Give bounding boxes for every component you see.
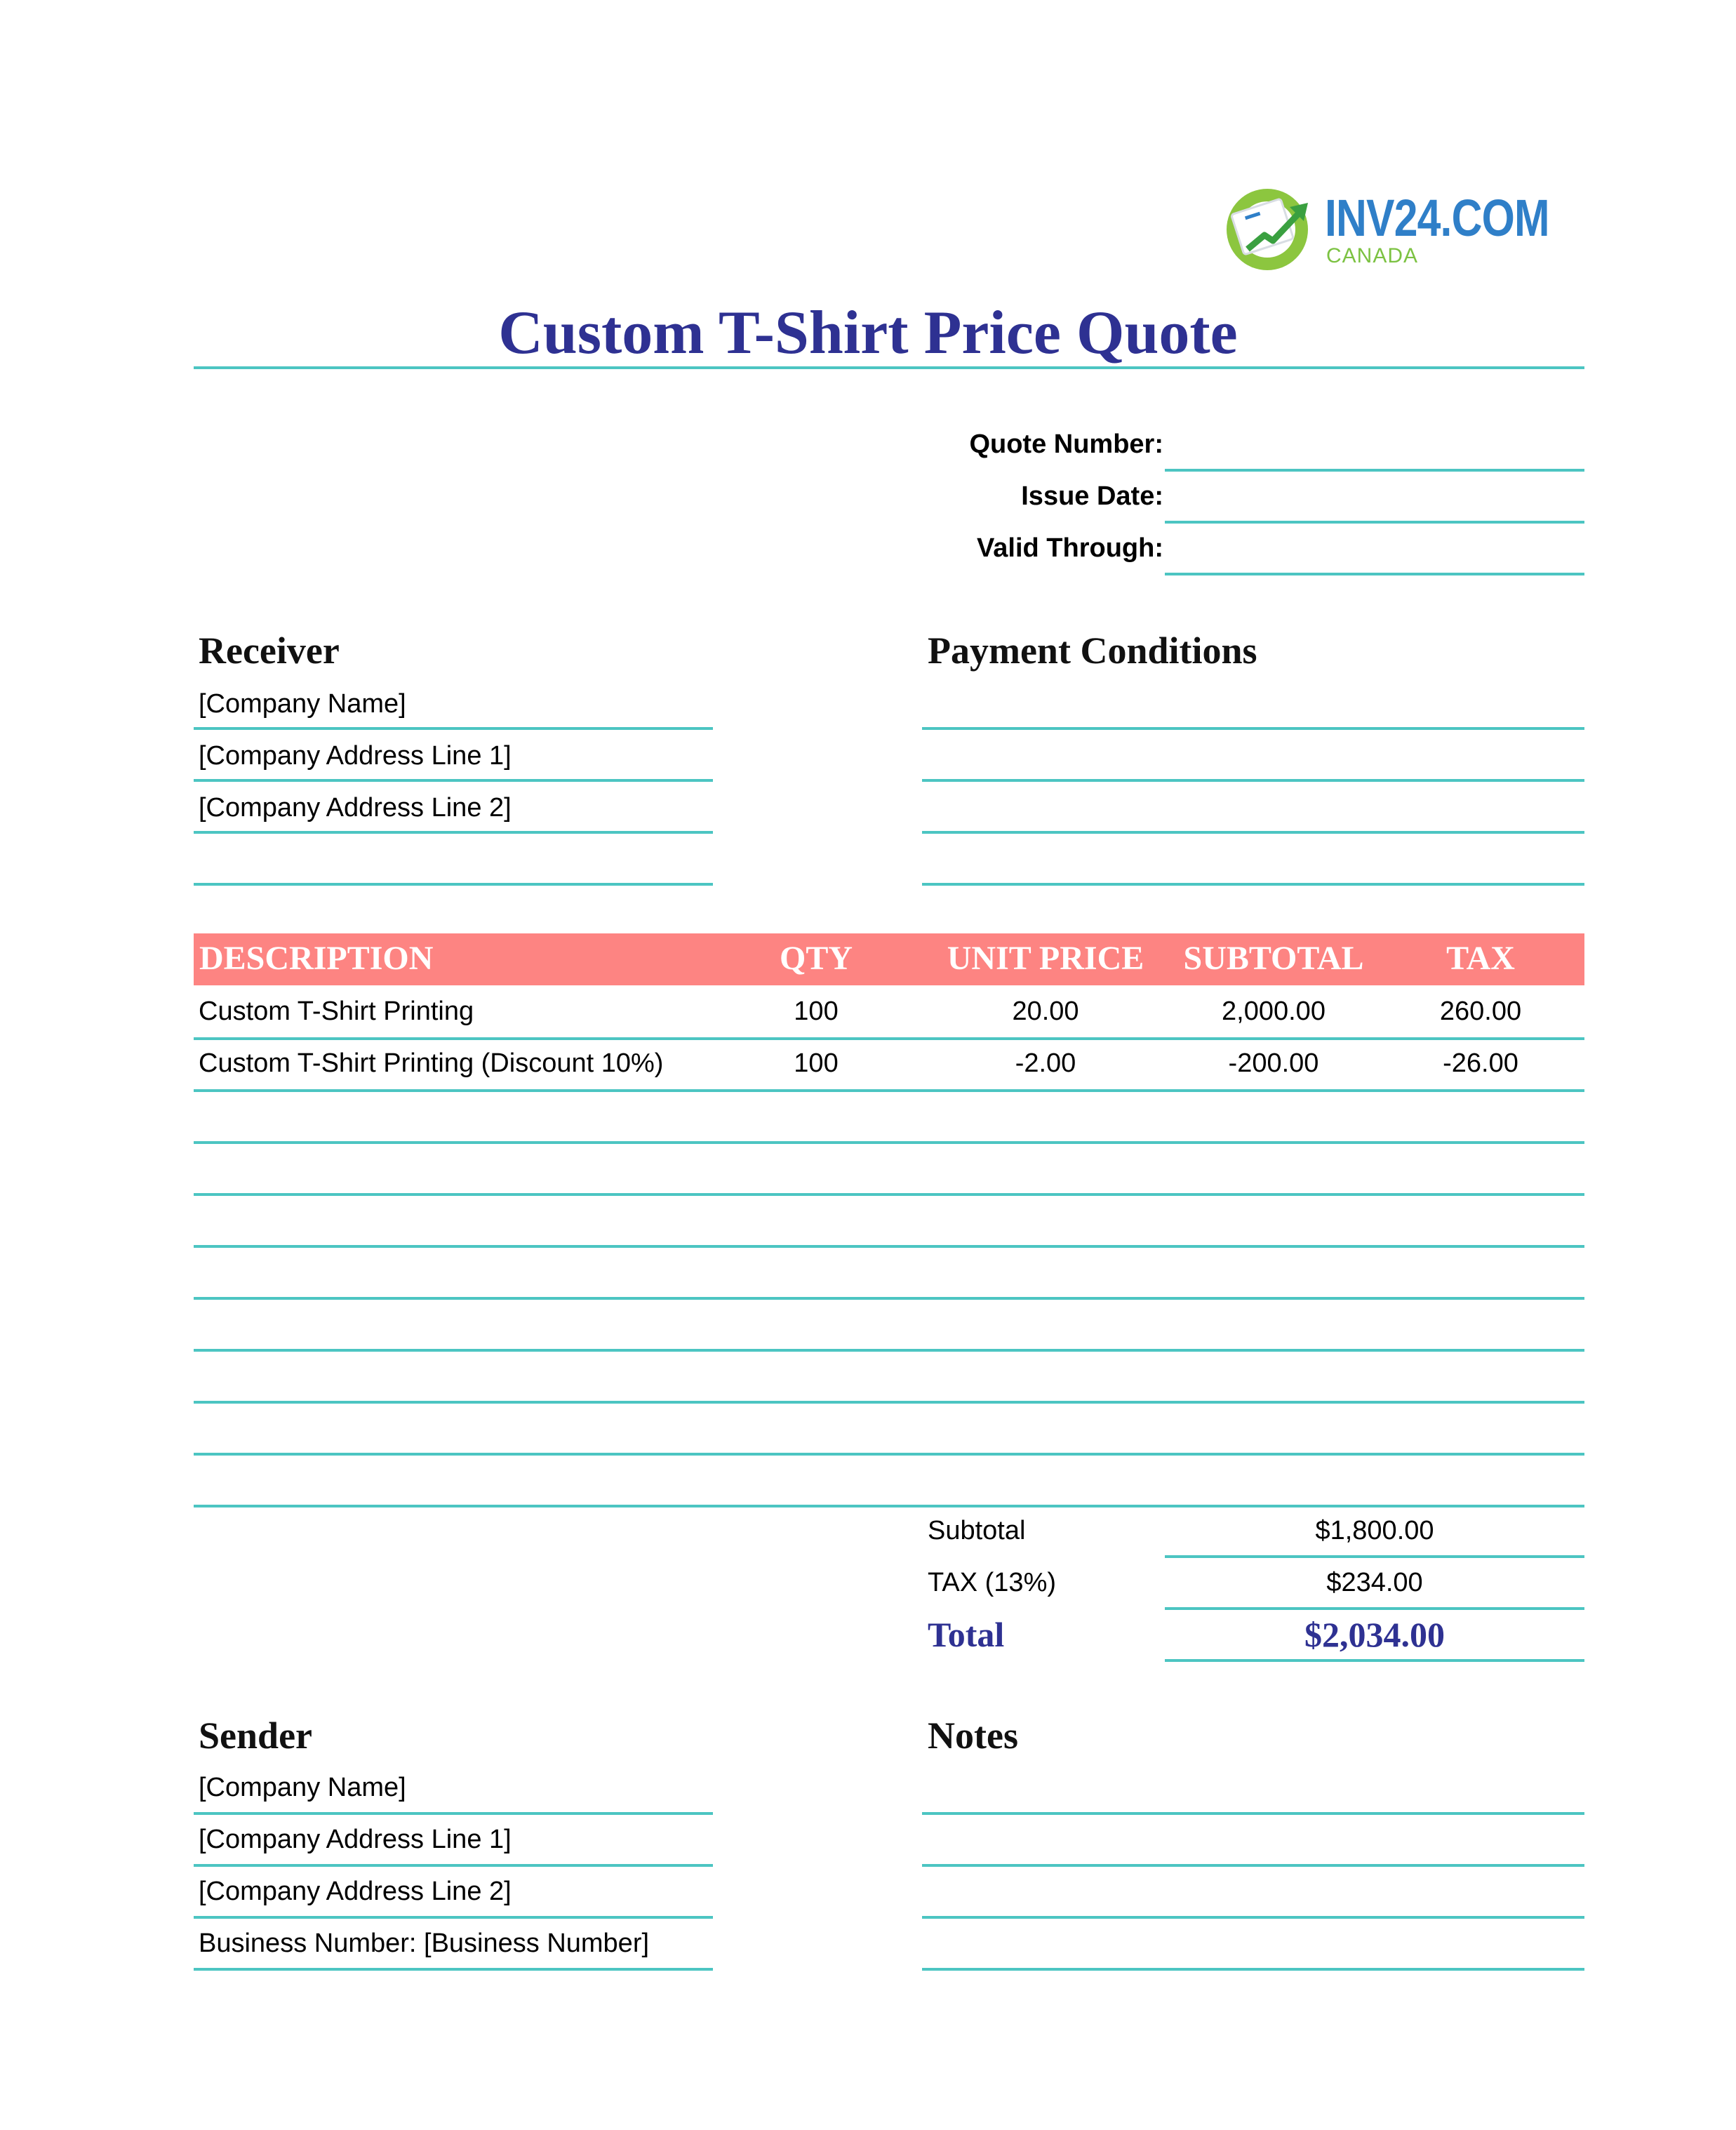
subtotal-value: $1,800.00 [1315, 1516, 1434, 1545]
column-header-qty: QTY [779, 940, 853, 977]
brand-subtitle: CANADA [1326, 244, 1419, 267]
table-row-unit-price[interactable]: 20.00 [1012, 997, 1079, 1026]
table-row-qty[interactable]: 100 [794, 997, 839, 1026]
payment-conditions-field[interactable] [922, 727, 1584, 730]
table-row-subtotal[interactable]: 2,000.00 [1222, 997, 1326, 1026]
valid-through-label: Valid Through: [977, 533, 1163, 563]
sender-rule [194, 1916, 713, 1919]
issue-date-field[interactable] [1165, 521, 1584, 524]
payment-conditions-field[interactable] [922, 779, 1584, 782]
quote-number-field[interactable] [1165, 469, 1584, 472]
receiver-rule [194, 831, 713, 834]
table-row-rule [194, 1037, 1584, 1040]
column-header-unit-price: UNIT PRICE [947, 940, 1144, 977]
table-empty-row[interactable] [194, 1505, 1584, 1507]
column-header-subtotal: SUBTOTAL [1183, 940, 1364, 977]
table-row-qty[interactable]: 100 [794, 1049, 839, 1078]
table-row-rule [194, 1089, 1584, 1092]
sender-address-line-1[interactable]: [Company Address Line 1] [199, 1825, 512, 1854]
sender-business-number[interactable]: Business Number: [Business Number] [199, 1929, 650, 1958]
subtotal-rule [1165, 1555, 1584, 1558]
table-empty-row[interactable] [194, 1245, 1584, 1248]
table-empty-row[interactable] [194, 1349, 1584, 1352]
receiver-rule [194, 779, 713, 782]
column-header-tax: TAX [1446, 940, 1515, 977]
valid-through-field[interactable] [1165, 573, 1584, 575]
subtotal-label: Subtotal [928, 1516, 1026, 1545]
receiver-heading: Receiver [199, 630, 340, 672]
table-row-description[interactable]: Custom T-Shirt Printing [199, 997, 474, 1026]
table-row-subtotal[interactable]: -200.00 [1228, 1049, 1319, 1078]
sender-rule [194, 1968, 713, 1971]
total-rule [1165, 1659, 1584, 1662]
receiver-rule [194, 727, 713, 730]
table-row-description[interactable]: Custom T-Shirt Printing (Discount 10%) [199, 1049, 664, 1078]
issue-date-label: Issue Date: [1021, 481, 1163, 511]
sender-rule [194, 1812, 713, 1815]
quote-number-label: Quote Number: [969, 430, 1163, 459]
table-empty-row[interactable] [194, 1193, 1584, 1196]
total-label: Total [928, 1615, 1005, 1654]
notes-field[interactable] [922, 1864, 1584, 1867]
sender-company-name[interactable]: [Company Name] [199, 1773, 406, 1802]
payment-conditions-field[interactable] [922, 883, 1584, 886]
payment-conditions-field[interactable] [922, 831, 1584, 834]
table-row-tax[interactable]: -26.00 [1443, 1049, 1518, 1078]
receiver-empty-field[interactable] [194, 883, 713, 886]
notes-heading: Notes [928, 1715, 1018, 1757]
table-empty-row[interactable] [194, 1401, 1584, 1404]
table-empty-row[interactable] [194, 1453, 1584, 1456]
table-row-unit-price[interactable]: -2.00 [1015, 1049, 1076, 1078]
total-value: $2,034.00 [1304, 1615, 1445, 1654]
table-row-tax[interactable]: 260.00 [1439, 997, 1522, 1026]
brand-name: INV24.COM [1325, 189, 1549, 247]
notes-field[interactable] [922, 1812, 1584, 1815]
title-rule [194, 366, 1584, 369]
receiver-address-line-1[interactable]: [Company Address Line 1] [199, 741, 512, 771]
invoice-growth-arrow-icon [1221, 179, 1319, 277]
table-empty-row[interactable] [194, 1297, 1584, 1300]
table-empty-row[interactable] [194, 1141, 1584, 1144]
payment-conditions-heading: Payment Conditions [928, 630, 1257, 672]
page-title: Custom T-Shirt Price Quote [498, 299, 1238, 367]
tax-label: TAX (13%) [928, 1568, 1057, 1597]
sender-heading: Sender [199, 1715, 312, 1757]
column-header-description: DESCRIPTION [199, 940, 434, 977]
notes-field[interactable] [922, 1916, 1584, 1919]
tax-rule [1165, 1607, 1584, 1610]
notes-field[interactable] [922, 1968, 1584, 1971]
receiver-company-name[interactable]: [Company Name] [199, 689, 406, 719]
sender-address-line-2[interactable]: [Company Address Line 2] [199, 1877, 512, 1906]
sender-rule [194, 1864, 713, 1867]
receiver-address-line-2[interactable]: [Company Address Line 2] [199, 793, 512, 823]
tax-value: $234.00 [1326, 1568, 1423, 1597]
